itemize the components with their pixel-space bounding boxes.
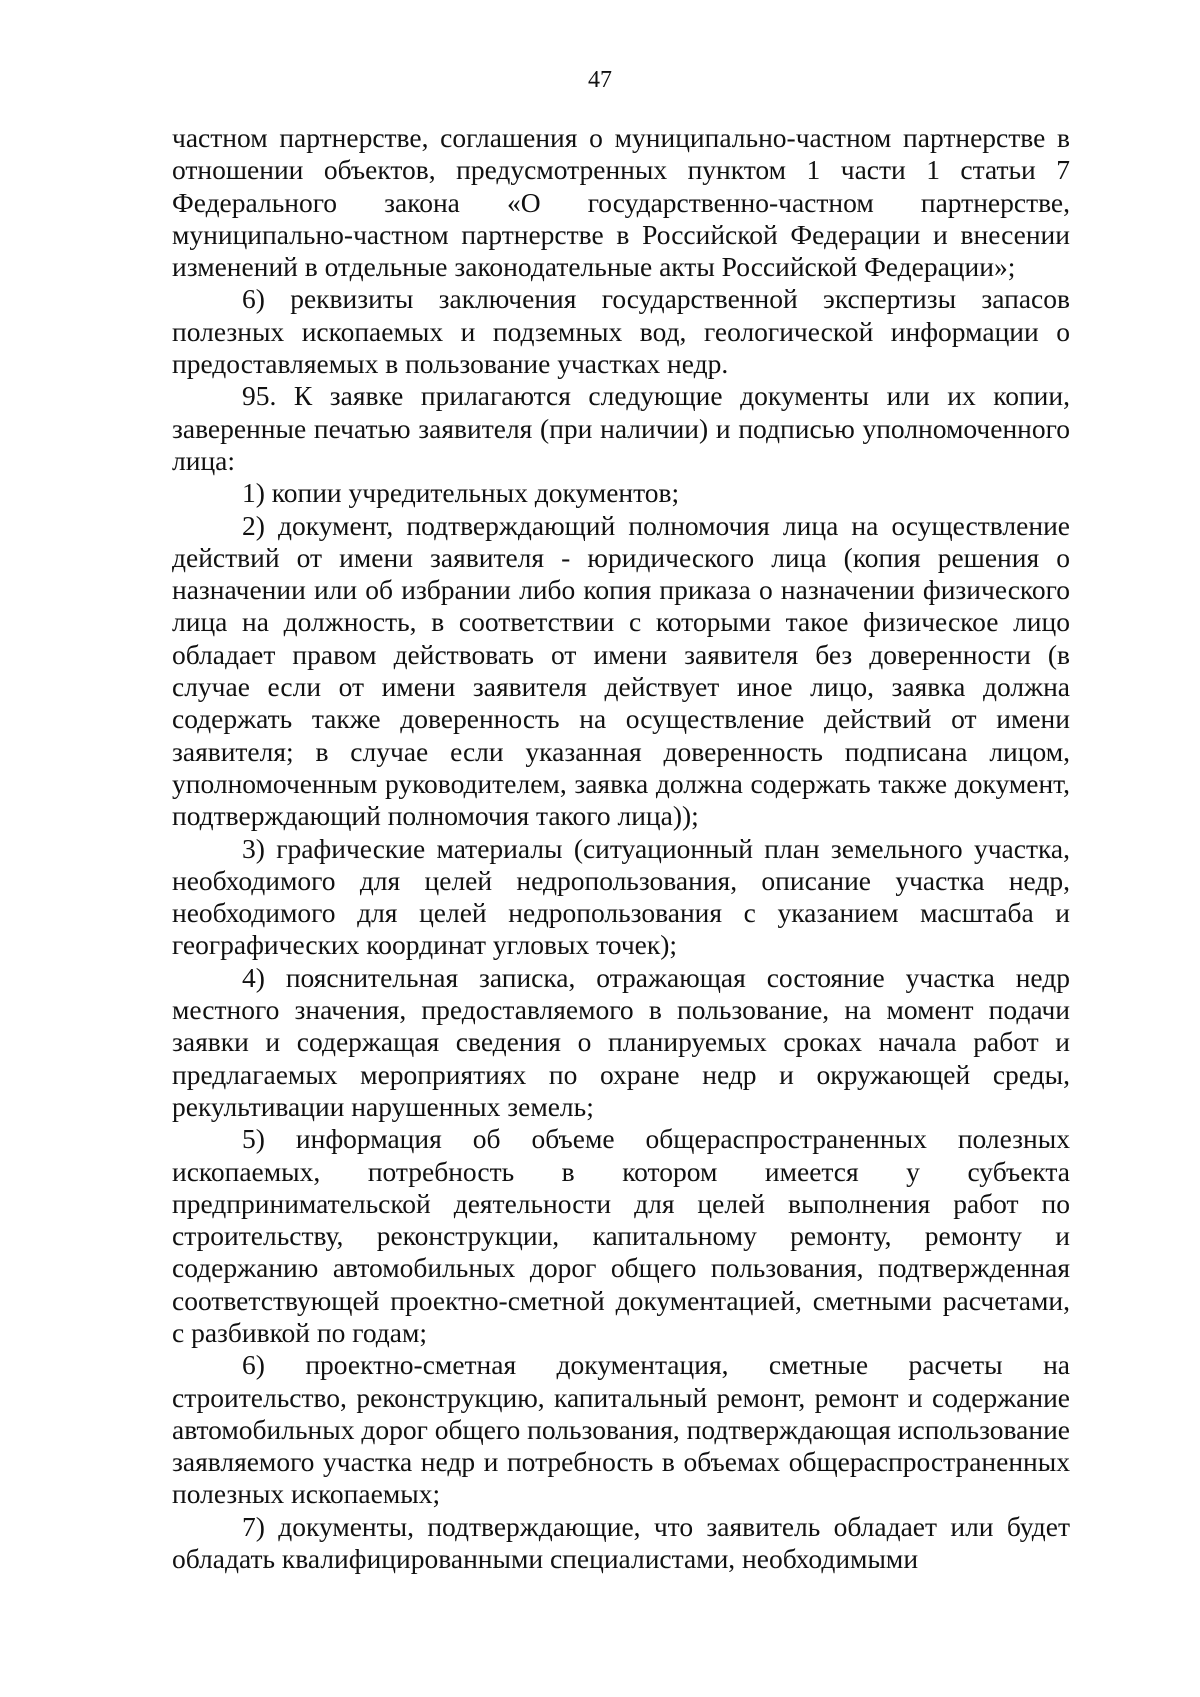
paragraph-item-1: 1) копии учредительных документов; [242, 477, 680, 509]
paragraph-item-6: 6) проектно-сметная документация, сметные расчеты на строительство, реконструкцию, капитальный ремонт, ремонт и содержание автомобильных дорог общего пользования, подтверждающая использование заявляемого участка недр и потребность в объемах общераспространенных полезных ископаемых; [172, 1349, 1070, 1510]
paragraph-clause-95: 95. К заявке прилагаются следующие документы или их копии, заверенные печатью заявителя (при наличии) и подписью уполномоченного лица: [172, 380, 1070, 476]
document-body [172, 122, 1070, 1575]
paragraph-item-2: 2) документ, подтверждающий полномочия лица на осуществление действий от имени заявителя - юридического лица (копия решения о назначении или об избрании либо копия приказа о назначении физического лица на должность, в соответствии с которыми такое физическое лицо обладает правом действовать от имени заявителя без доверенности (в случае если от имени заявителя действует иное лицо, заявка должна содержать также доверенность на осуществление действий от имени заявителя; в случае если указанная доверенность подписана лицом, уполномоченным руководителем, заявка должна содержать также документ, подтверждающий полномочия такого лица)); [172, 509, 1070, 832]
paragraph-item-5: 5) информация об объеме общераспространенных полезных ископаемых, потребность в котором имеется у субъекта предпринимательской деятельности для целей выполнения работ по строительству, реконструкции, капитальному ремонту, ремонту и содержанию автомобильных дорог общего пользования, подтвержденная соответствующей проектно-сметной документацией, сметными расчетами, с разбивкой по годам; [172, 1123, 1070, 1348]
paragraph-item-4: 4) пояснительная записка, отражающая состояние участка недр местного значения, предоставляемого в пользование, на момент подачи заявки и содержащая сведения о планируемых сроках начала работ и предлагаемых мероприятиях по охране недр и окружающей среды, рекультивации нарушенных земель; [172, 961, 1070, 1122]
paragraph-item-6-requisites: 6) реквизиты заключения государственной экспертизы запасов полезных ископаемых и подземных вод, геологической информации о предоставляемых в пользование участках недр. [172, 283, 1070, 380]
paragraph-item-3: 3) графические материалы (ситуационный план земельного участка, необходимого для целей недропользования, описание участка недр, необходимого для целей недропользования с указанием масштаба и географических координат угловых точек); [172, 832, 1070, 961]
paragraph-continuation: частном партнерстве, соглашения о муниципально-частном партнерстве в отношении объектов, предусмотренных пунктом 1 части 1 статьи 7 Федерального закона «О государственно-частном партнерстве, муниципально-частном партнерстве в Российской Федерации и внесении изменений в отдельные законодательные акты Российской Федерации»; [172, 122, 1070, 283]
paragraph-item-7: 7) документы, подтверждающие, что заявитель обладает или будет обладать квалифицированными специалистами, необходимыми [172, 1510, 1070, 1575]
page-number: 47 [588, 67, 612, 93]
